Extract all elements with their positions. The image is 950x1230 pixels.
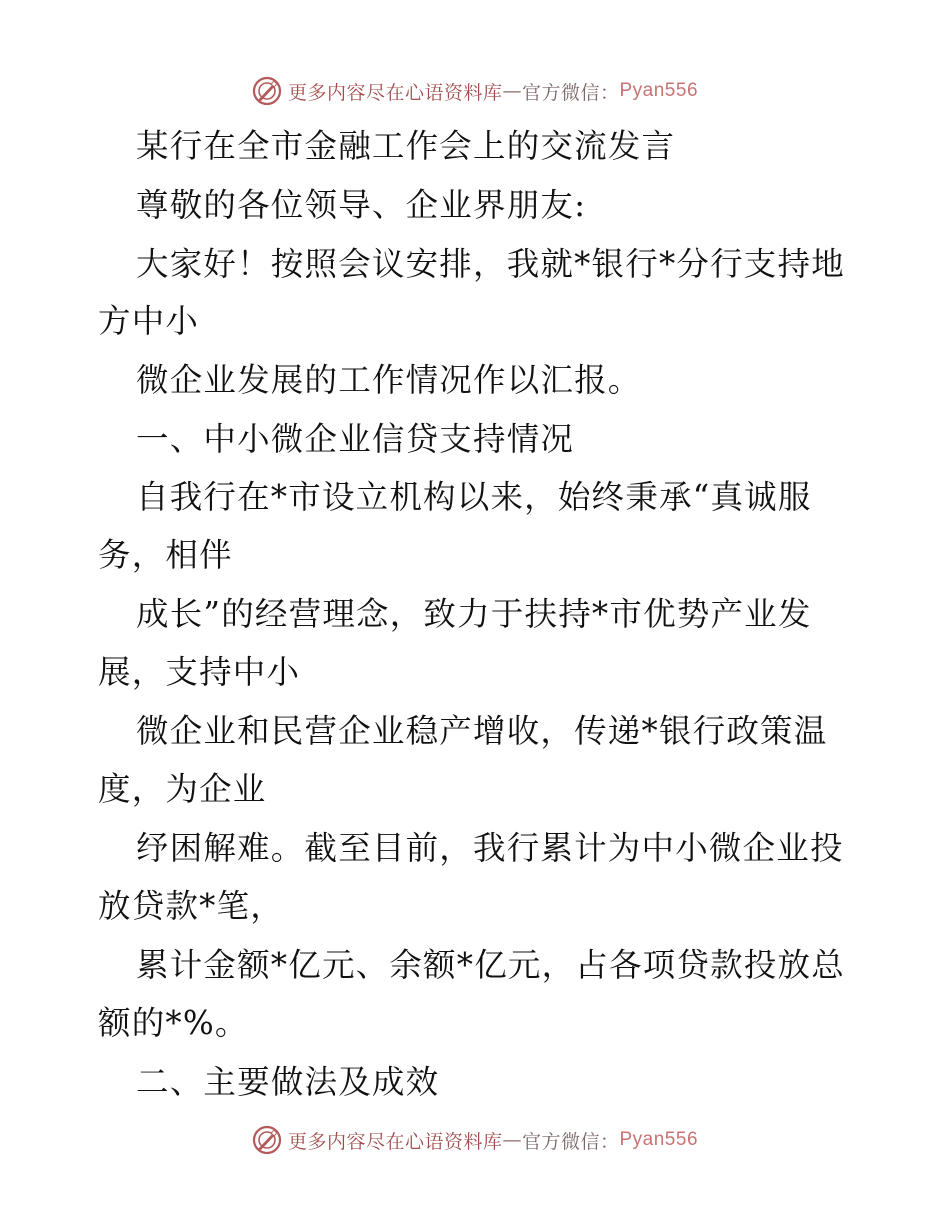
watermark-banner-bottom bbox=[0, 1122, 950, 1158]
paragraph-line: 纾困解难。截至目前，我行累计为中小微企业投 bbox=[136, 829, 844, 867]
watermark-wechat-label: 官方微信： bbox=[521, 81, 620, 104]
paragraph-line: 度，为企业 bbox=[98, 770, 267, 808]
paragraph-line: 务，相伴 bbox=[98, 536, 233, 574]
paragraph-line: 累计金额*亿元、余额*亿元，占各项贷款投放总 bbox=[136, 946, 845, 984]
paragraph-line: 微企业发展的工作情况作以汇报。 bbox=[136, 361, 642, 399]
watermark-brand: 更多内容尽在心语资料库 bbox=[287, 1130, 503, 1153]
watermark-banner-top bbox=[0, 73, 950, 109]
watermark-handle: Pyan556 bbox=[619, 1129, 699, 1150]
watermark-separator: — bbox=[502, 1129, 522, 1151]
paragraph-line: 方中小 bbox=[98, 302, 200, 340]
paragraph-line: 自我行在*市设立机构以来，始终秉承“真诚服 bbox=[136, 478, 812, 516]
watermark-separator: — bbox=[502, 80, 522, 102]
document-title: 某行在全市金融工作会上的交流发言 bbox=[136, 127, 676, 165]
paragraph-line: 展，支持中小 bbox=[98, 653, 301, 691]
watermark-handle: Pyan556 bbox=[619, 80, 699, 101]
paragraph-line: 成长”的经营理念，致力于扶持*市优势产业发 bbox=[136, 595, 812, 633]
paragraph-line: 放贷款*笔， bbox=[98, 887, 284, 925]
salutation: 尊敬的各位领导、企业界朋友: bbox=[136, 186, 587, 224]
paragraph-line: 微企业和民营企业稳产增收，传递*银行政策温 bbox=[136, 712, 828, 750]
quill-circle-icon bbox=[252, 1125, 282, 1155]
watermark-brand: 更多内容尽在心语资料库 bbox=[287, 81, 503, 104]
section-heading: 一、中小微企业信贷支持情况 bbox=[136, 420, 575, 458]
paragraph-line: 额的*%。 bbox=[98, 1004, 249, 1042]
paragraph-line: 大家好！按照会议安排，我就*银行*分行支持地 bbox=[136, 245, 845, 283]
watermark-wechat-label: 官方微信： bbox=[521, 1130, 620, 1153]
section-heading: 二、主要做法及成效 bbox=[136, 1063, 440, 1101]
quill-circle-icon bbox=[252, 76, 282, 106]
